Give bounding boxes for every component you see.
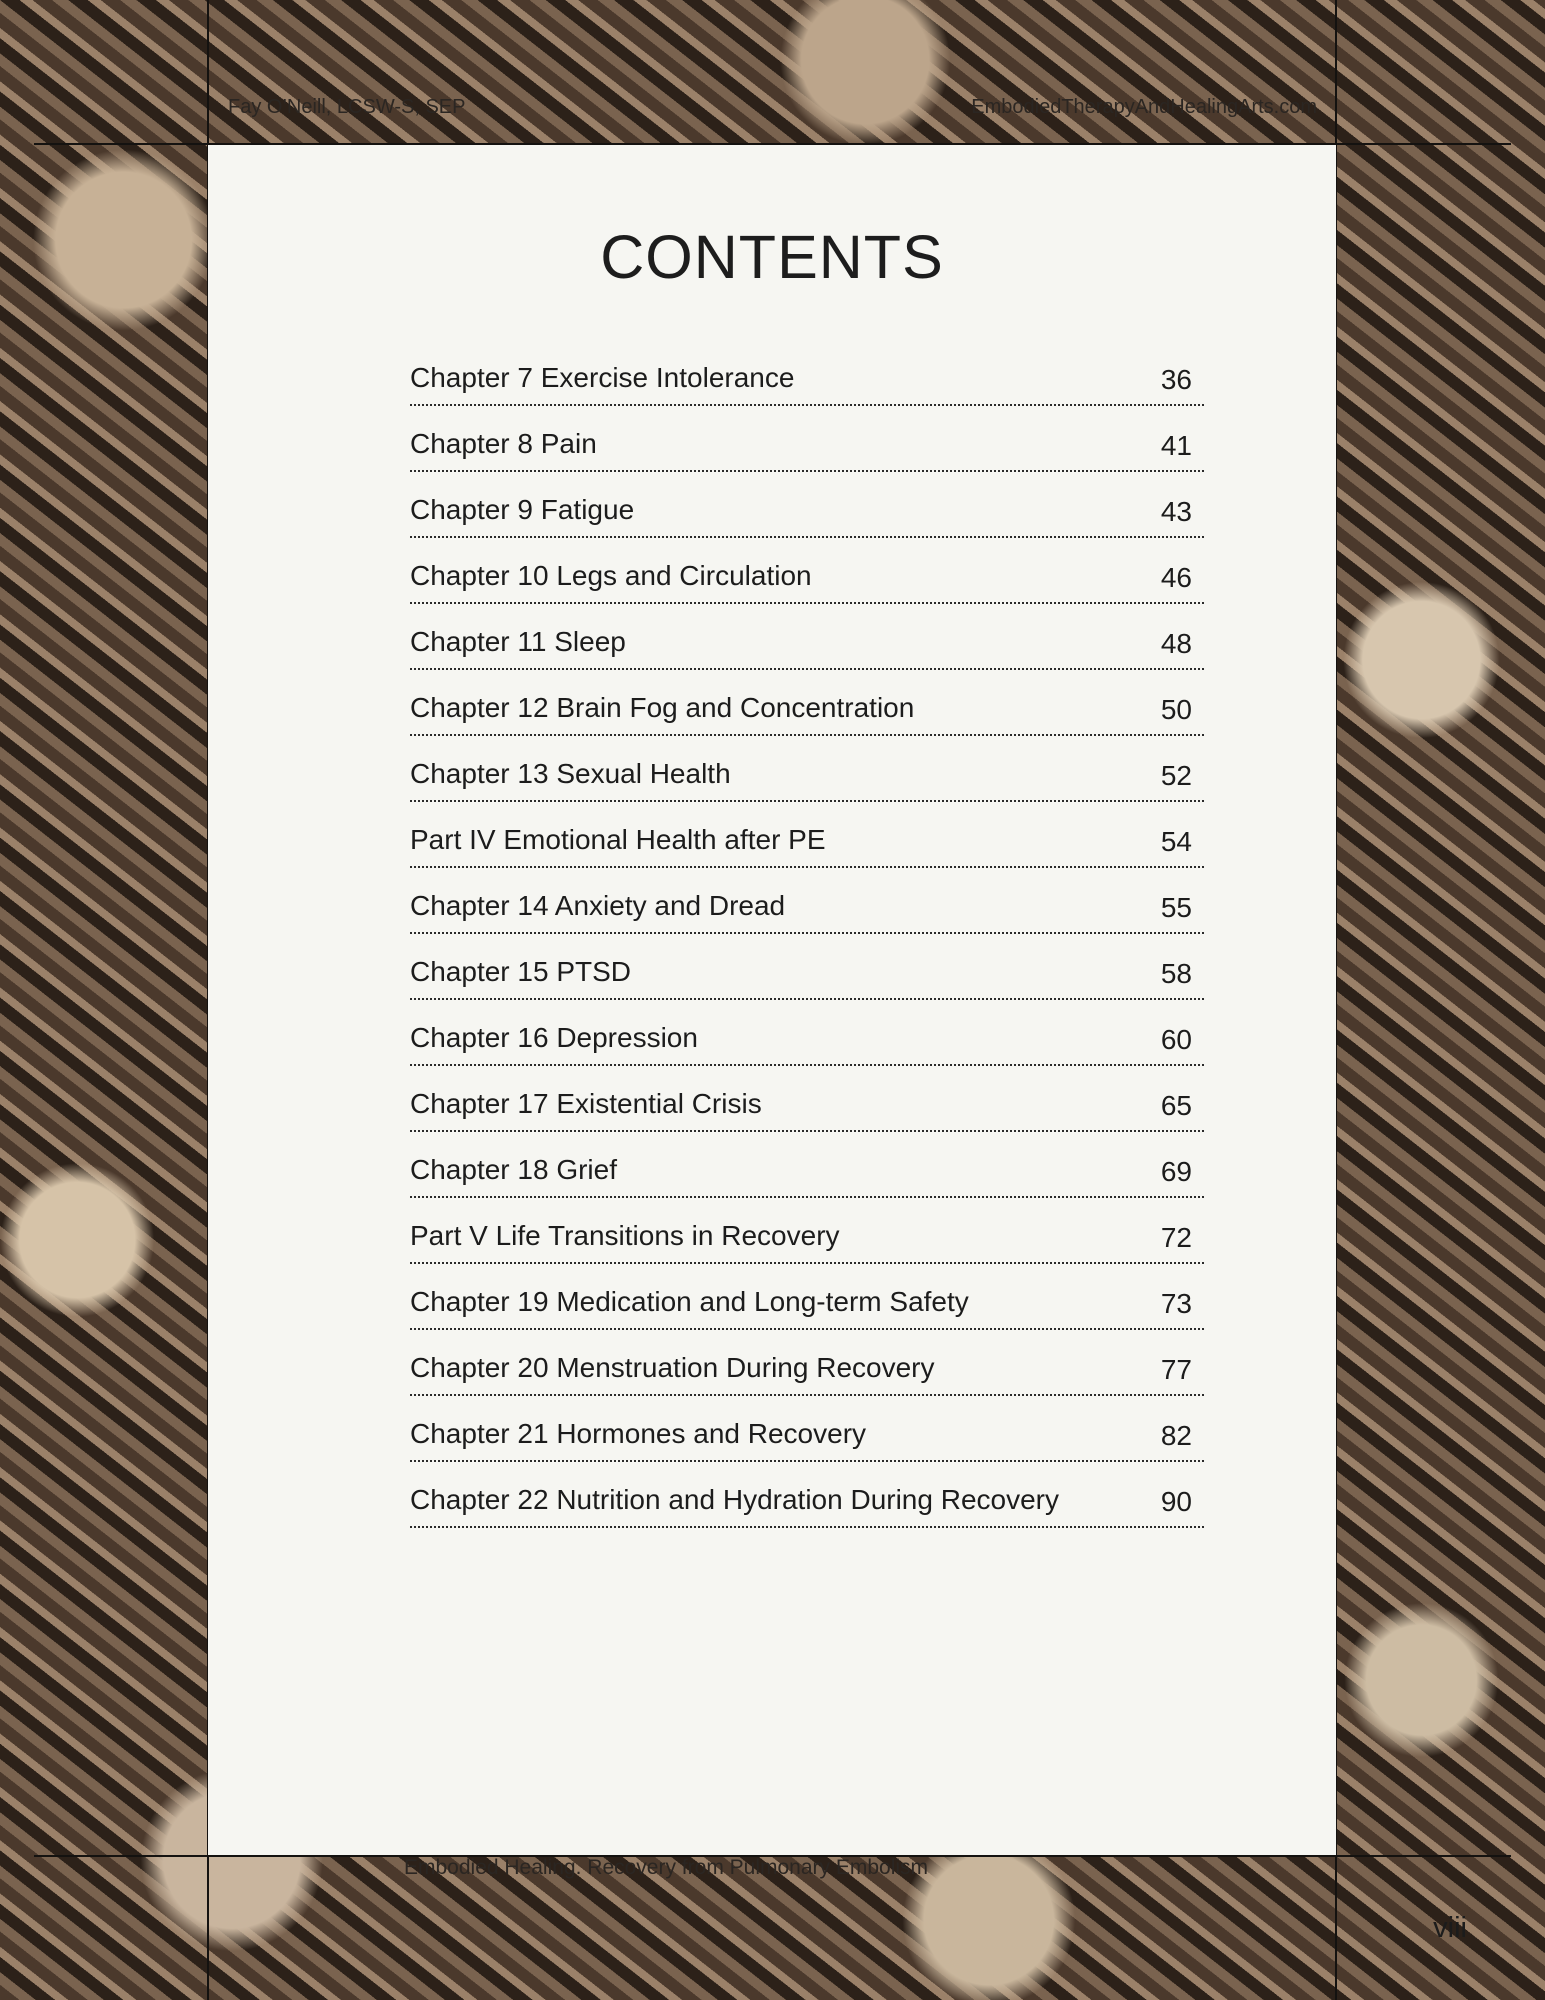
toc-entry[interactable] xyxy=(410,538,1204,604)
toc-entry-page: 90 xyxy=(1160,1486,1192,1517)
toc-entry-label: Chapter 9 Fatigue xyxy=(410,494,635,525)
toc-entry-page: 50 xyxy=(1160,694,1192,725)
toc-entry-label: Chapter 18 Grief xyxy=(410,1154,617,1185)
toc-entry-label: Chapter 17 Existential Crisis xyxy=(410,1088,762,1119)
toc-entry-page: 43 xyxy=(1160,496,1192,527)
toc-entry[interactable] xyxy=(410,604,1204,670)
toc-entry[interactable] xyxy=(410,472,1204,538)
toc-entry-page: 41 xyxy=(1160,430,1192,461)
toc-entry-page: 72 xyxy=(1160,1222,1192,1253)
toc-entry-label: Chapter 10 Legs and Circulation xyxy=(410,560,812,591)
toc-entry-label: Part IV Emotional Health after PE xyxy=(410,824,826,855)
footer-book-title: Embodied Healing. Recovery from Pulmonary Embolism xyxy=(404,1856,929,1879)
toc-entry-label: Chapter 12 Brain Fog and Concentration xyxy=(410,692,915,723)
toc-entry-label: Chapter 14 Anxiety and Dread xyxy=(410,890,786,921)
toc-entry[interactable] xyxy=(410,868,1204,934)
page-title: CONTENTS xyxy=(600,223,944,291)
toc-entry[interactable] xyxy=(410,1330,1204,1396)
toc-entry-label: Chapter 20 Menstruation During Recovery xyxy=(410,1352,935,1383)
top-frame-line xyxy=(34,143,1511,145)
toc-entry[interactable] xyxy=(410,1132,1204,1198)
toc-entry-page: 69 xyxy=(1160,1156,1192,1187)
toc-entry-page: 46 xyxy=(1160,562,1192,593)
toc-entry[interactable] xyxy=(410,1396,1204,1462)
header-website: EmbodiedTherapyAndHealingArts.com xyxy=(971,96,1317,118)
toc-entry-page: 82 xyxy=(1160,1420,1192,1451)
table-of-contents xyxy=(410,340,1204,1528)
toc-entry-page: 77 xyxy=(1160,1354,1192,1385)
toc-entry-label: Chapter 22 Nutrition and Hydration During Recovery xyxy=(410,1484,1059,1515)
toc-entry-label: Chapter 21 Hormones and Recovery xyxy=(410,1418,867,1449)
toc-entry[interactable] xyxy=(410,736,1204,802)
toc-entry[interactable] xyxy=(410,406,1204,472)
toc-entry-label: Chapter 15 PTSD xyxy=(410,956,631,987)
toc-entry[interactable] xyxy=(410,1462,1204,1528)
toc-entry-page: 55 xyxy=(1160,892,1192,923)
header-author: Fay O’Neill, LCSW-S, SEP xyxy=(228,96,466,118)
toc-entry-page: 48 xyxy=(1160,628,1192,659)
toc-entry[interactable] xyxy=(410,1066,1204,1132)
toc-entry-label: Chapter 13 Sexual Health xyxy=(410,758,731,789)
toc-entry-page: 58 xyxy=(1160,958,1192,989)
toc-entry[interactable] xyxy=(410,934,1204,1000)
toc-entry-page: 54 xyxy=(1160,826,1192,857)
toc-entry-label: Chapter 8 Pain xyxy=(410,428,597,459)
toc-entry-page: 60 xyxy=(1160,1024,1192,1055)
toc-entry-label: Chapter 19 Medication and Long-term Safety xyxy=(410,1286,969,1317)
toc-entry[interactable] xyxy=(410,340,1204,406)
toc-entry[interactable] xyxy=(410,1000,1204,1066)
toc-entry-label: Chapter 11 Sleep xyxy=(410,626,626,657)
toc-entry-page: 65 xyxy=(1160,1090,1192,1121)
toc-entry-page: 52 xyxy=(1160,760,1192,791)
toc-entry-label: Chapter 16 Depression xyxy=(410,1022,698,1053)
toc-entry-label: Chapter 7 Exercise Intolerance xyxy=(410,362,795,393)
page-number: viii xyxy=(1433,1912,1467,1944)
toc-entry-page: 73 xyxy=(1160,1288,1192,1319)
toc-entry-page: 36 xyxy=(1160,364,1192,395)
toc-entry[interactable] xyxy=(410,670,1204,736)
toc-entry-label: Part V Life Transitions in Recovery xyxy=(410,1220,840,1251)
toc-entry[interactable] xyxy=(410,802,1204,868)
toc-entry[interactable] xyxy=(410,1198,1204,1264)
toc-entry[interactable] xyxy=(410,1264,1204,1330)
